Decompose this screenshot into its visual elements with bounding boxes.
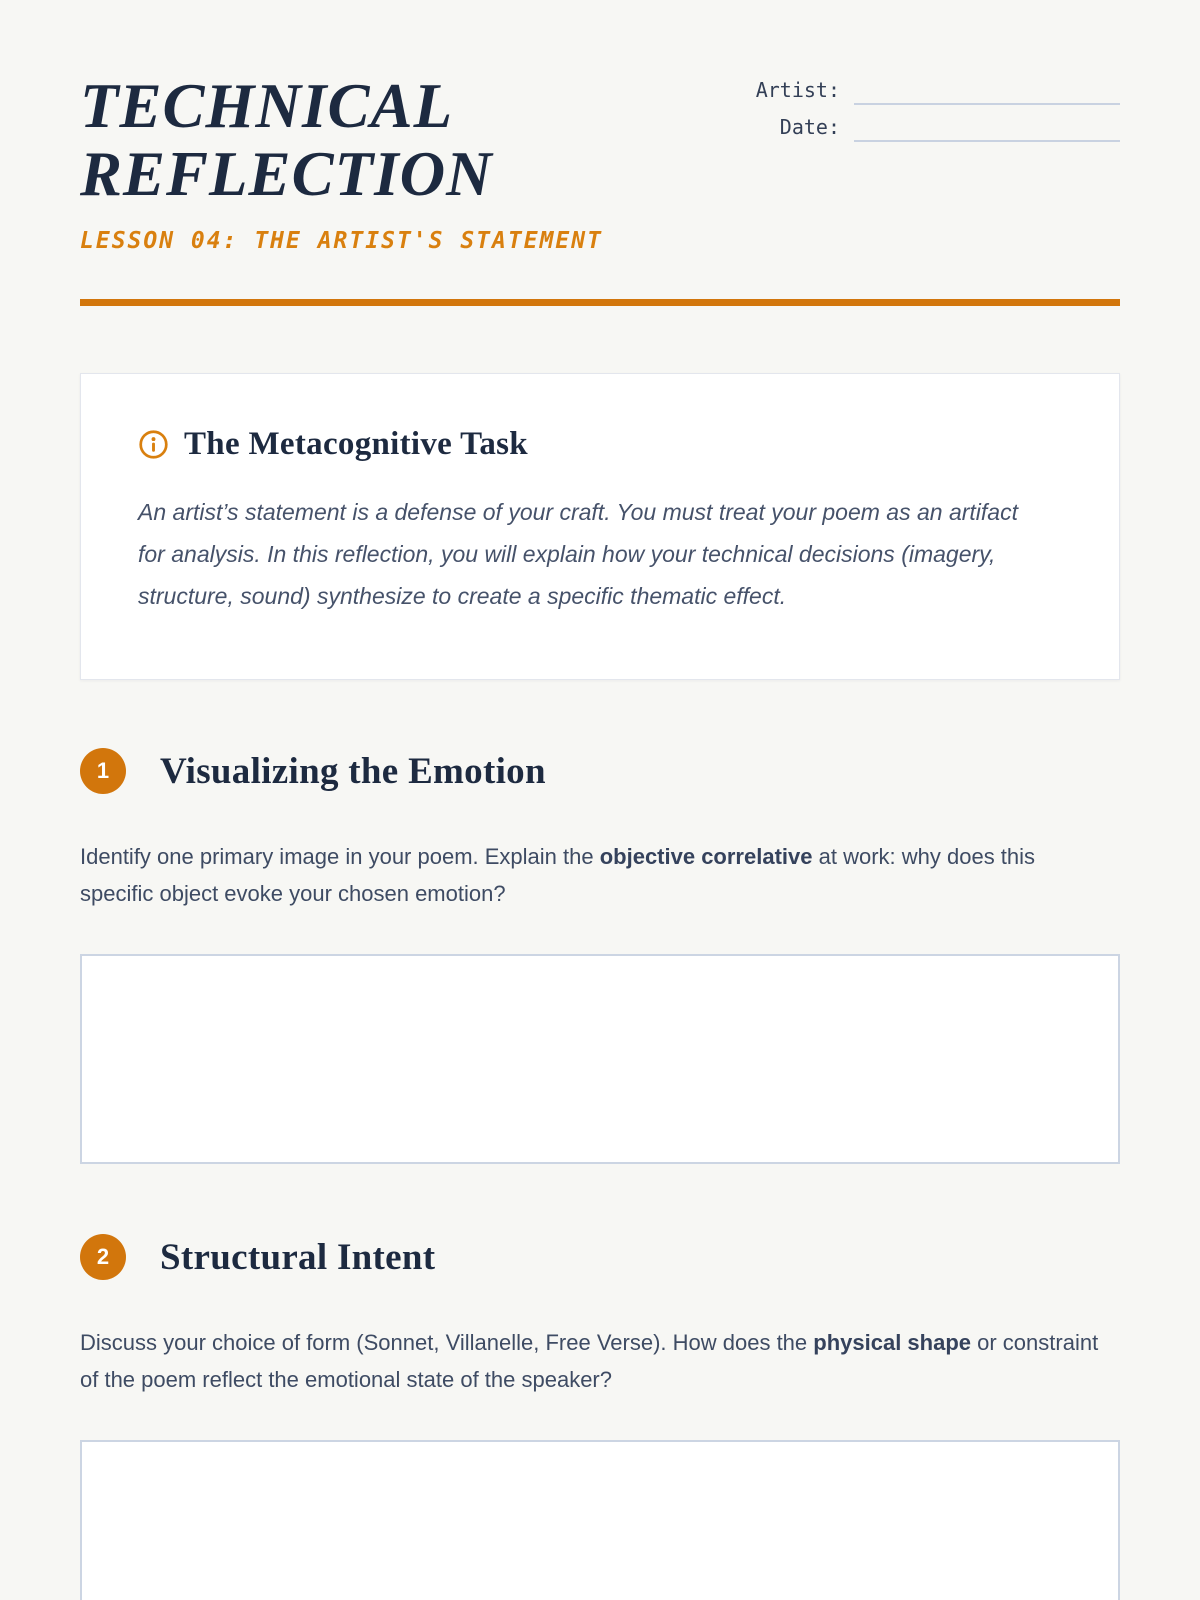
section-2-header: [80, 1234, 1120, 1280]
section-1-header: [80, 748, 1120, 794]
info-icon: [138, 429, 169, 460]
metacognitive-task-box: [80, 373, 1120, 680]
orange-divider: [80, 299, 1120, 306]
section-2-heading: Structural Intent: [160, 1236, 436, 1278]
section-2-number-badge: 2: [80, 1234, 126, 1280]
section-1-heading: Visualizing the Emotion: [160, 750, 546, 792]
artist-label: Artist:: [755, 78, 840, 102]
artist-input[interactable]: [854, 78, 1120, 105]
task-description: An artist’s statement is a defense of your craft. You must treat your poem as an artifact for analysis. In this reflection, you will explain how your technical decisions (imagery, structure, sound) synthesize to create a specific thematic effect.: [138, 499, 1018, 610]
date-label: Date:: [779, 115, 840, 139]
section-2-prompt: [80, 1324, 1100, 1398]
title-block: [80, 72, 680, 254]
task-heading: The Metacognitive Task: [184, 426, 528, 463]
date-input[interactable]: [854, 115, 1120, 142]
section-1-prompt-bold: objective correlative: [599, 844, 813, 870]
section-1-number-badge: 1: [80, 748, 126, 794]
page-title: TECHNICAL REFLECTION: [80, 71, 493, 210]
section-1-prompt: [80, 838, 1100, 912]
section-2-answer-textarea[interactable]: [80, 1440, 1120, 1600]
section-2-prompt-pre: Discuss your choice of form (Sonnet, Villanelle, Free Verse). How does the: [80, 1330, 814, 1356]
section-2-prompt-bold: physical shape: [813, 1330, 972, 1356]
section-1-prompt-post: at work: why does this specific object evoke your chosen emotion?: [80, 844, 1036, 907]
section-1-prompt-pre: Identify one primary image in your poem. Explain the: [80, 844, 600, 870]
lesson-subtitle: LESSON 04: THE ARTIST'S STATEMENT: [80, 228, 603, 255]
task-heading-row: [138, 426, 1062, 463]
date-field-row: [746, 115, 1120, 142]
artist-field-row: [746, 78, 1120, 105]
header: [80, 72, 1120, 254]
section-2-prompt-post: or constraint of the poem reflect the emotional state of the speaker?: [80, 1330, 1099, 1393]
name-date-fields: [746, 78, 1120, 142]
section-1-answer-textarea[interactable]: [80, 954, 1120, 1164]
